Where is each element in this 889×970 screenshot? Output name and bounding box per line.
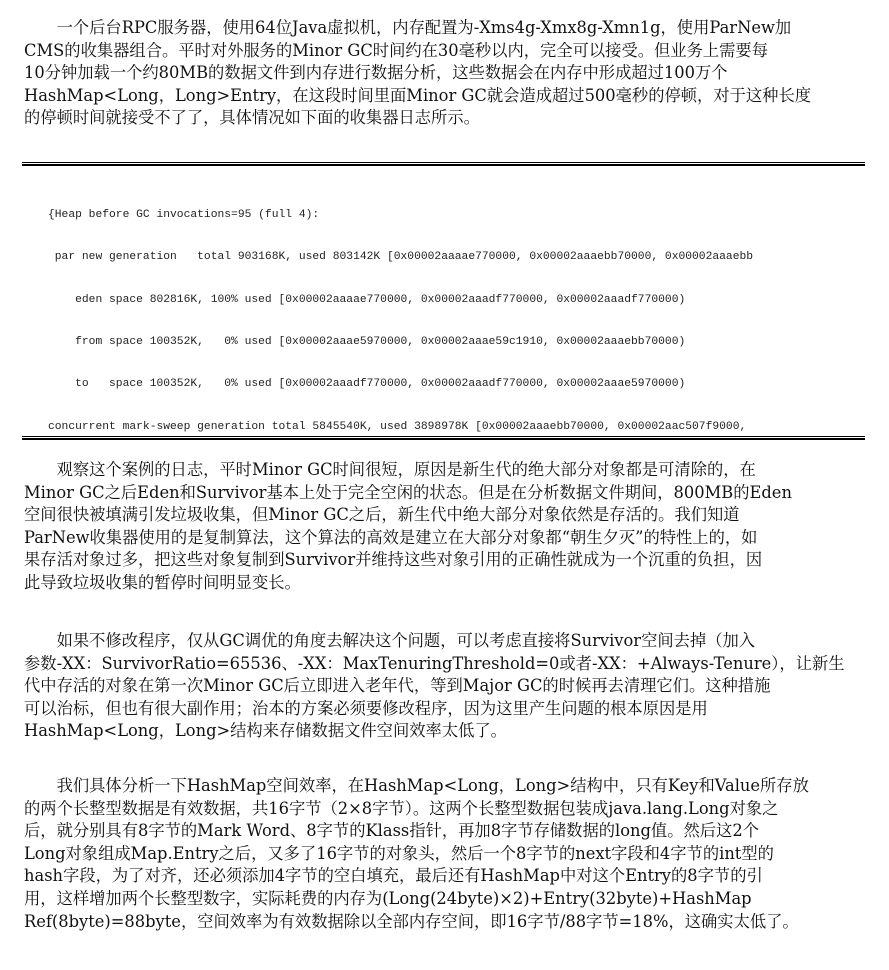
paragraph-intro bbox=[24, 17, 866, 130]
text-line: CMS的收集器组合。平时对外服务的Minor GC时间约在30毫秒以内，完全可以接受。但业务上需要每 bbox=[24, 40, 768, 60]
code-line: to space 100352K, 0% used [0x00002aaadf770000, 0x00002aaadf770000, 0x00002aaae5970000) bbox=[48, 378, 686, 391]
text-line: Long对象组成Map.Entry之后，又多了16字节的对象头，然后一个8字节的next字段和4字节的int型的 bbox=[24, 843, 774, 863]
text-line: 我们具体分析一下HashMap空间效率，在HashMap<Long，Long>结构中，只有Key和Value所存放 bbox=[24, 776, 809, 795]
text-line: 果存活对象过多，把这些对象复制到Survivor并维持这些对象引用的正确性就成为一个沉重的负担，因 bbox=[24, 550, 763, 570]
text-line: 观察这个案例的日志，平时Minor GC时间很短，原因是新生代的绝大部分对象都是可清除的，在 bbox=[24, 460, 756, 479]
text-line: 代中存活的对象在第一次Minor GC后立即进入老年代，等到Major GC的时候再去清理它们。这种措施 bbox=[24, 676, 771, 696]
code-line: {Heap before GC invocations=95 (full 4): bbox=[48, 209, 320, 222]
text-line: 后，就分别具有8字节的Mark Word、8字节的Klass指针，再加8字节存储数据的long值。然后这2个 bbox=[24, 821, 759, 841]
text-line: 用，这样增加两个长整型数字，实际耗费的内存为(Long(24byte)×2)+Entry(32byte)+HashMap bbox=[24, 888, 752, 908]
text-line: 参数-XX：SurvivorRatio=65536、-XX：MaxTenuringThreshold=0或者-XX：+Always-Tenure），让新生 bbox=[24, 653, 845, 673]
text-line: 10分钟加载一个约80MB的数据文件到内存进行数据分析，这些数据会在内存中形成超过100万个 bbox=[24, 63, 728, 83]
paragraph-hashmap-analysis bbox=[24, 775, 866, 933]
divider-top bbox=[22, 162, 865, 166]
text-line: 的停顿时间就接受不了了，具体情况如下面的收集器日志所示。 bbox=[24, 108, 480, 128]
text-line: 如果不修改程序，仅从GC调优的角度去解决这个问题，可以考虑直接将Survivor空间去掉（加入 bbox=[24, 631, 756, 650]
paragraph-gc-tuning bbox=[24, 630, 866, 743]
text-line: HashMap<Long，Long>Entry，在这段时间里面Minor GC就会造成超过500毫秒的停顿，对于这种长度 bbox=[24, 85, 812, 105]
gc-log-code bbox=[48, 180, 865, 440]
text-line: hash字段，为了对齐，还必须添加4字节的空白填充，最后还有HashMap中对这个Entry的8字节的引 bbox=[24, 866, 763, 886]
text-line: Ref(8byte)=88byte，空间效率为有效数据除以全部内存空间，即16字节/88字节=18%，这确实太低了。 bbox=[24, 911, 799, 931]
text-line: Minor GC之后Eden和Survivor基本上处于完全空闲的状态。但是在分析数据文件期间，800MB的Eden bbox=[24, 482, 792, 502]
divider-bottom bbox=[22, 436, 865, 440]
text-line: HashMap<Long，Long>结构来存储数据文件空间效率太低了。 bbox=[24, 721, 507, 741]
paragraph-observation bbox=[24, 459, 866, 595]
code-line: par new generation total 903168K, used 803142K [0x00002aaaae770000, 0x00002aaaebb70000, 0x00002aaaebb bbox=[48, 251, 754, 264]
text-line: 的两个长整型数据是有效数据，共16字节（2×8字节）。这两个长整型数据包装成java.lang.Long对象之 bbox=[24, 798, 779, 818]
text-line: 此导致垃圾收集的暂停时间明显变长。 bbox=[24, 572, 301, 592]
code-line: concurrent mark-sweep generation total 5845540K, used 3898978K [0x00002aaaebb70000, 0x00002aac507f9000, bbox=[48, 420, 747, 433]
text-line: 空间很快被填满引发垃圾收集，但Minor GC之后，新生代中绝大部分对象依然是存活的。我们知道 bbox=[24, 505, 740, 525]
text-line: ParNew收集器使用的是复制算法，这个算法的高效是建立在大部分对象都“朝生夕灭”的特性上的，如 bbox=[24, 527, 758, 547]
text-line: 可以治标，但也有很大副作用；治本的方案必须要修改程序，因为这里产生问题的根本原因是用 bbox=[24, 698, 708, 718]
code-line: from space 100352K, 0% used [0x00002aaae5970000, 0x00002aaae59c1910, 0x00002aaaebb70000) bbox=[48, 336, 686, 349]
code-line: eden space 802816K, 100% used [0x00002aaaae770000, 0x00002aaadf770000, 0x00002aaadf770000) bbox=[48, 293, 686, 306]
text-line: 一个后台RPC服务器，使用64位Java虚拟机，内存配置为-Xms4g-Xmx8g-Xmn1g，使用ParNew加 bbox=[24, 18, 792, 37]
gc-log-box bbox=[22, 162, 865, 440]
